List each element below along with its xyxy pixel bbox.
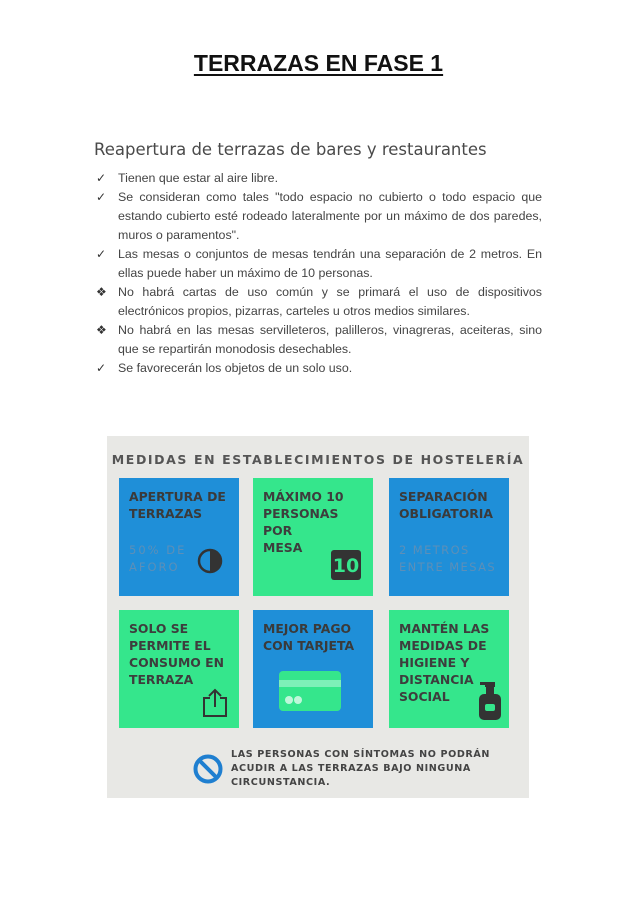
credit-card-icon: [278, 670, 342, 712]
bullet-text: No habrá cartas de uso común y se primará el uso de dispositivos electrónicos propios, pizarras, carteles u otros medios similares.: [118, 285, 542, 318]
tile-terrace-only: [119, 610, 239, 728]
bullet-item: [92, 188, 542, 245]
bullet-item: [92, 245, 542, 283]
bullet-text: Se consideran como tales "todo espacio no cubierto o todo espacio que estando cubierto esté rodeado lateralmente por un máximo de dos paredes, muros o paramentos".: [118, 190, 542, 242]
tile-terrace-opening: [119, 478, 239, 596]
check-icon: ✓: [96, 361, 107, 375]
check-icon: ✓: [96, 247, 107, 261]
bullet-item: [92, 359, 542, 378]
tile-subtitle: 50% DE AFORO: [129, 543, 187, 574]
share-out-icon: [201, 688, 229, 718]
tile-hygiene-distance: [389, 610, 509, 728]
bullet-text: Tienen que estar al aire libre.: [118, 171, 279, 185]
symptoms-notice: LAS PERSONAS CON SÍNTOMAS NO PODRÁN ACUDIR A LAS TERRAZAS BAJO NINGUNA CIRCUNSTANCIA.: [231, 749, 491, 788]
tile-title: APERTURA DE TERRAZAS: [129, 489, 226, 521]
sanitizer-bottle-icon: [479, 682, 501, 720]
tile-title: SEPARACIÓN OBLIGATORIA: [399, 489, 494, 521]
tile-title: MÁXIMO 10 PERSONAS POR MESA: [263, 489, 344, 555]
check-icon: ✓: [96, 171, 107, 185]
tile-title: SOLO SE PERMITE EL CONSUMO EN TERRAZA: [129, 621, 224, 687]
badge-number: 10: [332, 555, 360, 577]
bullet-text: Las mesas o conjuntos de mesas tendrán una separación de 2 metros. En ellas puede haber un máximo de 10 personas.: [118, 247, 542, 280]
prohibited-icon: [193, 754, 223, 784]
tile-title: MEJOR PAGO CON TARJETA: [263, 621, 355, 653]
bullet-item: [92, 283, 542, 321]
bullet-item: [92, 321, 542, 359]
page-title: TERRAZAS EN FASE 1: [193, 50, 444, 76]
tile-subtitle: 2 METROS ENTRE MESAS: [399, 543, 497, 574]
tile-card-payment: [253, 610, 373, 728]
tile-mandatory-separation: [389, 478, 509, 596]
check-icon: ✓: [96, 190, 107, 204]
bullet-item: [92, 169, 542, 188]
bullet-text: No habrá en las mesas servilleteros, palilleros, vinagreras, aceiteras, sino que se repartirán monodosis desechables.: [118, 323, 542, 356]
half-circle-icon: [197, 548, 223, 574]
diamond-bullet-icon: ❖: [96, 323, 107, 337]
diamond-bullet-icon: ❖: [96, 285, 107, 299]
infographic-title: MEDIDAS EN ESTABLECIMIENTOS DE HOSTELERÍA: [111, 452, 525, 467]
hospitality-measures-infographic: [107, 436, 529, 798]
tile-title: MANTÉN LAS MEDIDAS DE HIGIENE Y DISTANCIA SOCIAL: [399, 621, 490, 704]
bullet-list: [92, 169, 542, 378]
tile-max-people: [253, 478, 373, 596]
section-heading: Reapertura de terrazas de bares y restaurantes: [94, 140, 487, 159]
number-ten-icon: [331, 550, 361, 580]
reopening-section: [92, 140, 542, 378]
bullet-text: Se favorecerán los objetos de un solo uso.: [118, 361, 353, 375]
